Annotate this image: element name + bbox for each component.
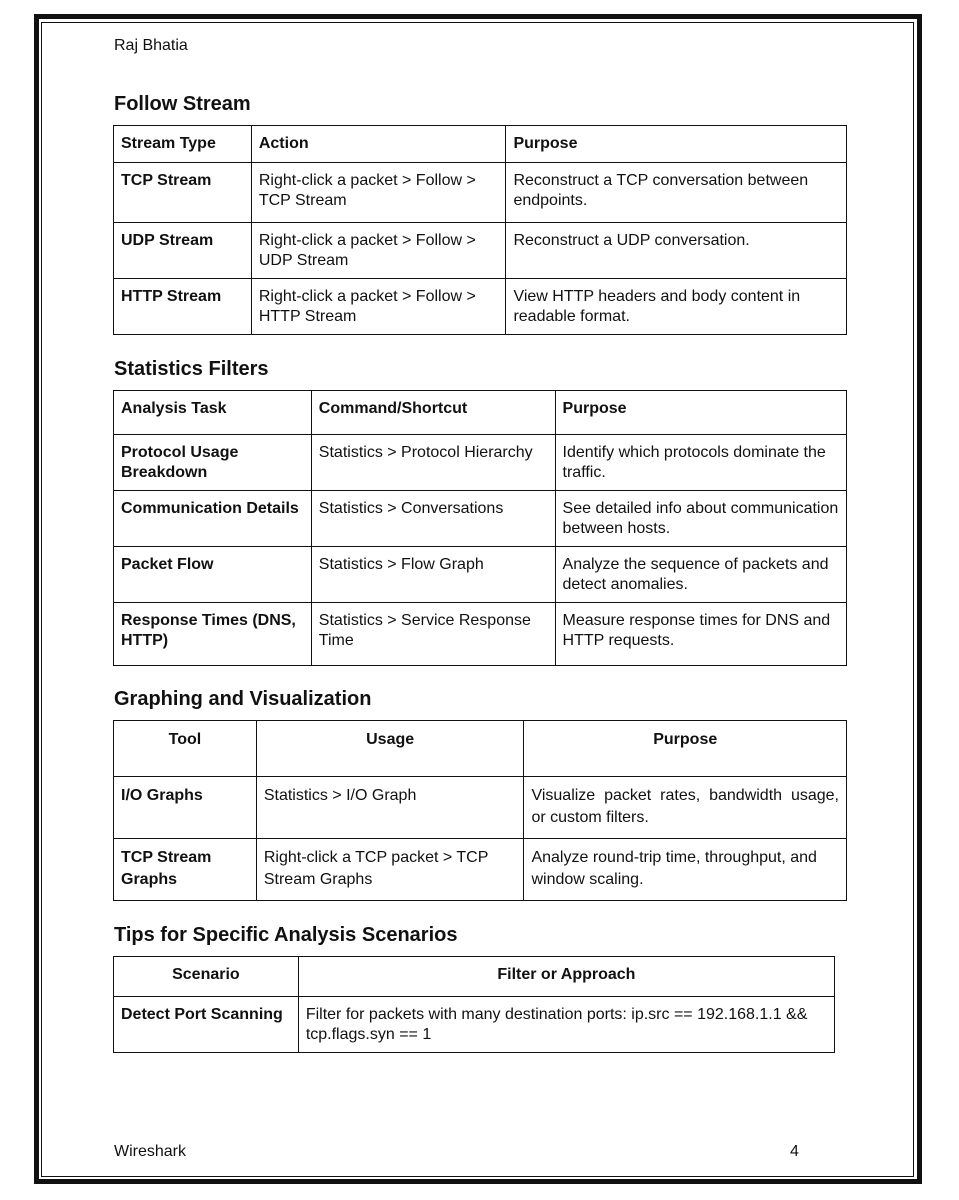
table-cell: Reconstruct a TCP conversation between endpoints. <box>506 163 847 223</box>
table-cell: See detailed info about communication between hosts. <box>555 491 846 547</box>
table-cell: Identify which protocols dominate the traffic. <box>555 435 846 491</box>
table-row <box>114 223 847 279</box>
column-header: Scenario <box>114 957 299 997</box>
table-cell: View HTTP headers and body content in readable format. <box>506 279 847 335</box>
table-cell: Response Times (DNS, HTTP) <box>114 603 312 666</box>
table-cell: Right-click a packet > Follow > UDP Stream <box>251 223 506 279</box>
table-row <box>114 839 847 901</box>
table-cell: Detect Port Scanning <box>114 997 299 1053</box>
table-cell: Statistics > Protocol Hierarchy <box>311 435 555 491</box>
section-title-tips: Tips for Specific Analysis Scenarios <box>114 924 458 946</box>
table-cell: Protocol Usage Breakdown <box>114 435 312 491</box>
table-cell: Analyze the sequence of packets and detect anomalies. <box>555 547 846 603</box>
column-header: Purpose <box>506 126 847 163</box>
page-number: 4 <box>790 1143 799 1160</box>
table-cell: TCP Stream <box>114 163 252 223</box>
table-row <box>114 603 847 666</box>
table-row <box>114 547 847 603</box>
follow-stream-table <box>113 125 847 335</box>
column-header: Purpose <box>555 391 846 435</box>
tips-table <box>113 956 835 1053</box>
table-cell: Reconstruct a UDP conversation. <box>506 223 847 279</box>
column-header: Usage <box>256 721 524 777</box>
table-cell: HTTP Stream <box>114 279 252 335</box>
table-row <box>114 435 847 491</box>
footer-title: Wireshark <box>114 1143 187 1160</box>
column-header: Stream Type <box>114 126 252 163</box>
table-row <box>114 279 847 335</box>
table-row <box>114 163 847 223</box>
section-title-graphing: Graphing and Visualization <box>114 688 372 710</box>
table-header-row <box>114 126 847 163</box>
table-header-row <box>114 721 847 777</box>
table-row <box>114 491 847 547</box>
graphing-table <box>113 720 847 901</box>
table-cell: Right-click a packet > Follow > TCP Stream <box>251 163 506 223</box>
table-header-row <box>114 957 835 997</box>
table-cell: Communication Details <box>114 491 312 547</box>
statistics-filters-table <box>113 390 847 666</box>
table-row <box>114 777 847 839</box>
table-cell: I/O Graphs <box>114 777 257 839</box>
table-cell: Filter for packets with many destination ports: ip.src == 192.168.1.1 && tcp.flags.syn == 1 <box>298 997 834 1053</box>
column-header: Purpose <box>524 721 847 777</box>
table-cell: UDP Stream <box>114 223 252 279</box>
column-header: Analysis Task <box>114 391 312 435</box>
table-cell: TCP Stream Graphs <box>114 839 257 901</box>
column-header: Action <box>251 126 506 163</box>
column-header: Command/Shortcut <box>311 391 555 435</box>
section-title-follow-stream: Follow Stream <box>114 93 251 115</box>
table-cell: Right-click a TCP packet > TCP Stream Graphs <box>256 839 524 901</box>
table-cell: Statistics > I/O Graph <box>256 777 524 839</box>
table-header-row <box>114 391 847 435</box>
table-cell: Statistics > Flow Graph <box>311 547 555 603</box>
table-cell: Packet Flow <box>114 547 312 603</box>
table-cell: Statistics > Conversations <box>311 491 555 547</box>
table-cell: Measure response times for DNS and HTTP requests. <box>555 603 846 666</box>
table-cell: Right-click a packet > Follow > HTTP Stream <box>251 279 506 335</box>
table-cell: Visualize packet rates, bandwidth usage, or custom filters. <box>524 777 847 839</box>
column-header: Tool <box>114 721 257 777</box>
table-row <box>114 997 835 1053</box>
table-cell: Statistics > Service Response Time <box>311 603 555 666</box>
section-title-statistics-filters: Statistics Filters <box>114 358 269 380</box>
table-cell: Analyze round-trip time, throughput, and window scaling. <box>524 839 847 901</box>
header-author: Raj Bhatia <box>114 37 188 54</box>
column-header: Filter or Approach <box>298 957 834 997</box>
